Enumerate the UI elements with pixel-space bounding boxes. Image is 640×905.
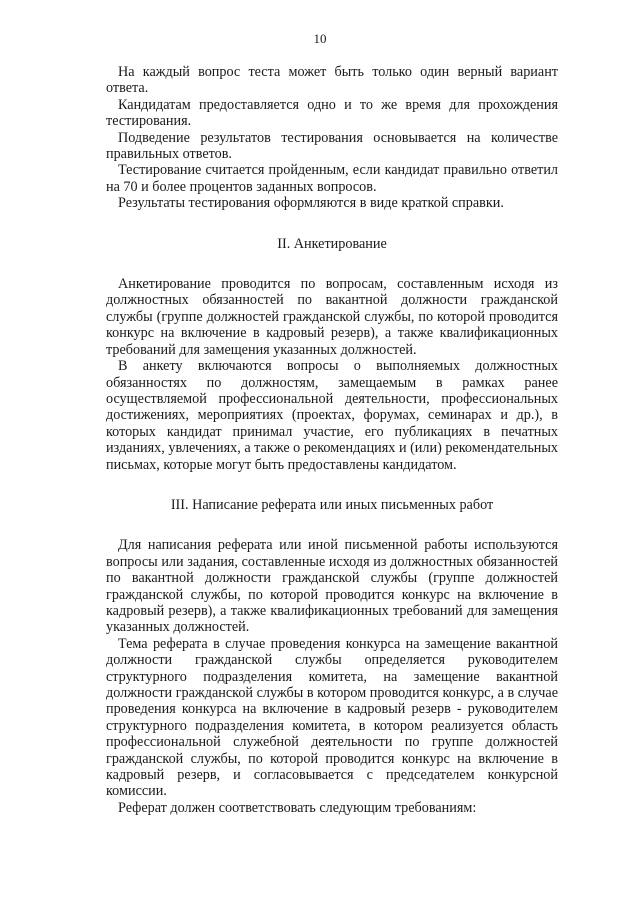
paragraph: В анкету включаются вопросы о выполняемых должностных обязанностях по должностям, замещаемым в рамках ранее осуществляемой профессиональной деятельности, профессиональных достижениях, мероприятиях (проектах, форумах, семинарах и др.), в которых кандидат принимал участие, его публикациях в печатных изданиях, увлечениях, а также о рекомендациях и (или) рекомендательных письмах, которые могут быть предоставлены кандидатом. (106, 358, 559, 473)
paragraph: Тестирование считается пройденным, если кандидат правильно ответил на 70 и более процентов заданных вопросов. (106, 162, 558, 195)
paragraph: Анкетирование проводится по вопросам, составленным исходя из должностных обязанностей по вакантной должности гражданской службы (группе должностей гражданской службы, по которой проводится конкурс на включение в кадровый резерв), а также квалификационных требований для замещения указанных должностей. (106, 276, 558, 358)
paragraph: Кандидатам предоставляется одно и то же время для прохождения тестирования. (106, 96, 558, 130)
paragraph: Результаты тестирования оформляются в виде краткой справки. (118, 195, 504, 212)
questionnaire-block (106, 276, 558, 473)
paragraph: Реферат должен соответствовать следующим требованиям: (118, 799, 477, 816)
section-title-essay: III. Написание реферата или иных письменных работ (170, 496, 494, 513)
paragraph: На каждый вопрос теста может быть только один верный вариант ответа. (106, 64, 558, 97)
section-title-questionnaire: II. Анкетирование (277, 235, 387, 252)
paragraph: Для написания реферата или иной письменной работы используются вопросы или задания, составленные исходя из должностных обязанностей по вакантной должности гражданской службы (группе должностей гражданской службы, по которой проводится конкурс на включение в кадровый резерв), а также квалификационных требований для замещения указанных должностей. (106, 537, 558, 636)
paragraph: Подведение результатов тестирования основывается на количестве правильных ответов. (106, 129, 558, 163)
testing-rules-block (106, 64, 558, 212)
document-body (106, 64, 558, 816)
essay-block (106, 537, 558, 816)
page-number: 10 (313, 31, 327, 46)
paragraph: Тема реферата в случае проведения конкурса на замещение вакантной должности гражданской службы определяется руководителем структурного подразделения комитета, на замещение вакантной должности гражданской службы в котором проводится конкурс, а в случае проведения конкурса на включение в кадровый резерв - руководителем структурного подразделения комитета, в котором реализуется область профессиональной служебной деятельности по группе должностей гражданской службы, по которой проводится конкурс на включение в кадровый резерв, и согласовывается с председателем конкурсной комиссии. (106, 635, 558, 800)
